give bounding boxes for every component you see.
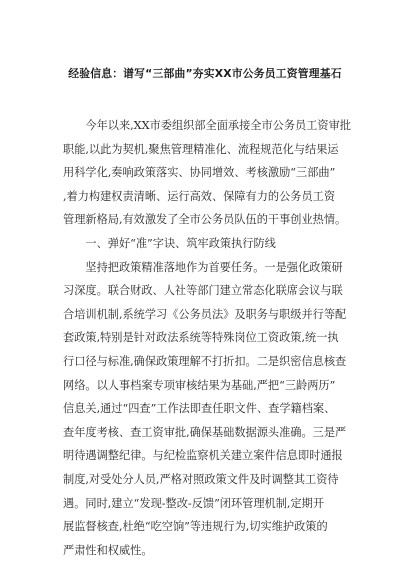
paragraph-2-line: 制度,对受处分人员,严格对照政策文件及时调整其工资待 bbox=[63, 472, 339, 486]
paragraph-1-line: 用科学化,奏响政策落实、协同增效、考核激励“三部曲” bbox=[63, 166, 336, 180]
paragraph-2-line: 明待遇调整纪律。与纪检监察机关建立案件信息即时通报 bbox=[63, 449, 343, 463]
paragraph-2-line: 合培训机制,系统学习《公务员法》及职务与职级并行等配 bbox=[63, 307, 347, 321]
paragraph-2-line: 套政策,特别是针对政法系统等特殊岗位工资政策,统一执 bbox=[63, 331, 339, 345]
paragraph-2-line: 坚持把政策精准落地作为首要任务。一是强化政策研 bbox=[63, 260, 343, 274]
paragraph-2-line: 查年度考核、查工资审批,确保基础数据源头准确。三是严 bbox=[63, 425, 347, 439]
paragraph-1-line: 今年以来,XX市委组织部全面承接全市公务员工资审批 bbox=[63, 119, 351, 132]
paragraph-2-line: 严肃性和权威性。 bbox=[63, 543, 153, 557]
paragraph-2-line: 行口径与标准,确保政策理解不打折扣。二是织密信息核查 bbox=[63, 354, 347, 368]
paragraph-2-line: 信息关,通过“四查”工作法即查任职文件、查学籍档案、 bbox=[63, 402, 336, 416]
section-heading: 一、弹好“准”字诀、筑牢政策执行防线 bbox=[63, 236, 276, 250]
document-title: 经验信息：谱写“三部曲”夯实XX市公务员工资管理基石 bbox=[68, 67, 342, 80]
paragraph-2-line: 展监督核查,杜绝“吃空饷”等违规行为,切实维护政策的 bbox=[63, 520, 328, 534]
paragraph-1-line: 管理新格局,有效激发了全市公务员队伍的干事创业热情。 bbox=[63, 213, 347, 227]
paragraph-2-line: 网络。以人事档案专项审核结果为基础,严把“三龄两历” bbox=[63, 378, 336, 392]
paragraph-2-line: 习深度。联合财政、人社等部门建立常态化联席会议与联 bbox=[63, 284, 343, 298]
paragraph-1-line: 职能,以此为契机,聚焦管理精准化、流程规范化与结果运 bbox=[63, 142, 339, 156]
document-body bbox=[63, 114, 353, 562]
paragraph-1-line: ,着力构建权责清晰、运行高效、保障有力的公务员工资 bbox=[63, 189, 336, 203]
paragraph-2-line: 遇。同时,建立“发现-整改-反馈”闭环管理机制,定期开 bbox=[63, 496, 325, 510]
